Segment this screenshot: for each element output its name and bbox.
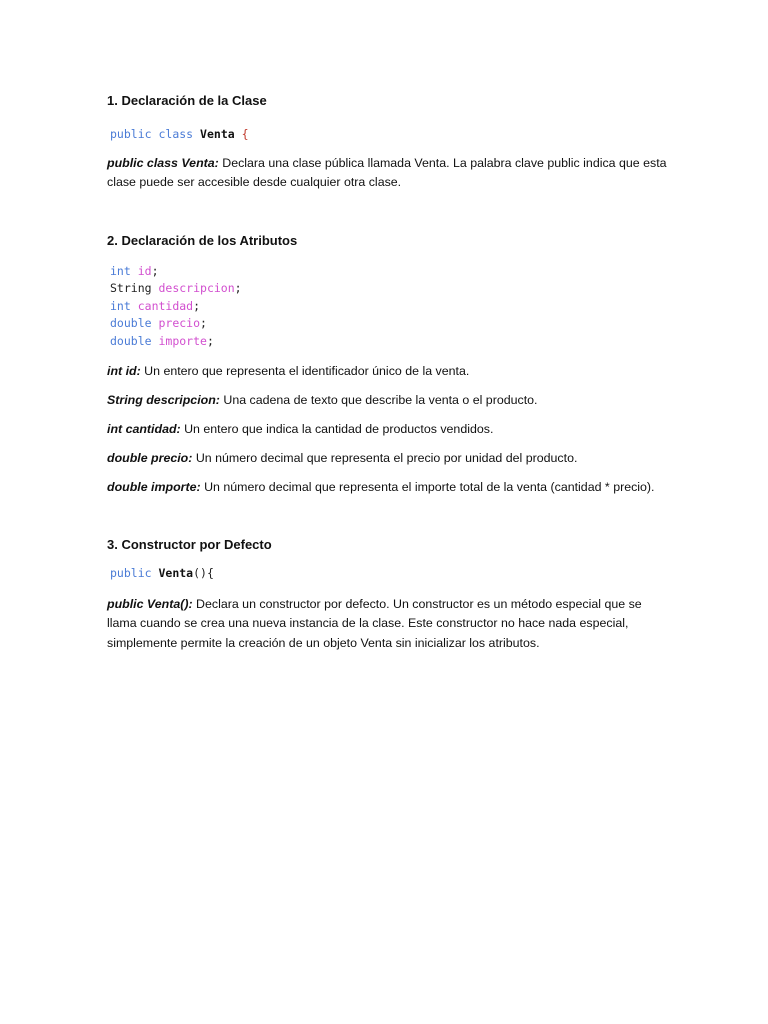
description-term: public Venta(): [107, 596, 193, 611]
attribute-code-line [110, 298, 667, 316]
code-keyword: class [158, 127, 194, 141]
code-brace: { [206, 566, 214, 581]
attribute-description [107, 420, 667, 440]
attribute-code-line [110, 333, 667, 351]
section-3-heading: 3. Constructor por Defecto [107, 537, 272, 553]
attribute-description [107, 449, 667, 469]
code-parens: () [193, 566, 207, 581]
code-type: String [110, 281, 152, 296]
class-declaration-description [107, 154, 667, 193]
code-semicolon: ; [234, 281, 242, 296]
code-keyword: public [110, 566, 152, 581]
code-variable: descripcion [158, 281, 235, 296]
code-type: int [110, 298, 131, 313]
attribute-description [107, 478, 667, 498]
code-variable: precio [158, 316, 201, 331]
description-text: Declara una clase pública llamada Venta. La palabra clave public indica que esta clase puede ser accesible desde cualquier otra clase. [107, 155, 667, 190]
constructor-description [107, 595, 667, 654]
code-semicolon: ; [151, 263, 159, 278]
description-term: double precio: [107, 450, 193, 465]
code-type: double [110, 316, 152, 331]
description-term: public class Venta: [107, 155, 219, 170]
code-keyword: public [110, 127, 152, 141]
code-variable: importe [158, 333, 207, 348]
class-declaration-code [110, 126, 667, 144]
attribute-code-line [110, 280, 667, 298]
code-variable: cantidad [137, 298, 194, 313]
code-brace: { [241, 127, 249, 141]
constructor-code [110, 565, 667, 583]
code-variable: id [137, 263, 152, 278]
description-term: int id: [107, 363, 141, 378]
attribute-code-line [110, 263, 667, 281]
code-class-name: Venta [200, 127, 235, 141]
description-text: Un número decimal que representa el importe total de la venta (cantidad * precio). [200, 479, 655, 494]
attributes-code-block [107, 263, 667, 351]
description-text: Un número decimal que representa el precio por unidad del producto. [192, 450, 578, 465]
attribute-code-line [110, 315, 667, 333]
code-type: int [110, 263, 131, 278]
section-1-heading: 1. Declaración de la Clase [107, 93, 267, 108]
code-constructor-name: Venta [158, 566, 194, 581]
code-semicolon: ; [206, 333, 214, 348]
attribute-description [107, 362, 667, 382]
attribute-description [107, 391, 667, 411]
section-2-heading: 2. Declaración de los Atributos [107, 232, 298, 248]
code-semicolon: ; [193, 298, 201, 313]
code-type: double [110, 333, 152, 348]
description-text: Un entero que indica la cantidad de productos vendidos. [180, 421, 494, 436]
description-text: Declara un constructor por defecto. Un constructor es un método especial que se llama cuando se crea una nueva instancia de la clase. Este constructor no hace nada especial, simplemente permite la creación de un objeto Venta sin inicializar los atributos. [107, 596, 642, 650]
document-page [107, 92, 667, 653]
description-text: Una cadena de texto que describe la venta o el producto. [219, 392, 538, 407]
code-semicolon: ; [200, 316, 207, 331]
description-term: int cantidad: [107, 421, 181, 436]
description-term: double importe: [107, 479, 201, 494]
description-text: Un entero que representa el identificador único de la venta. [140, 363, 470, 378]
description-term: String descripcion: [107, 392, 220, 407]
